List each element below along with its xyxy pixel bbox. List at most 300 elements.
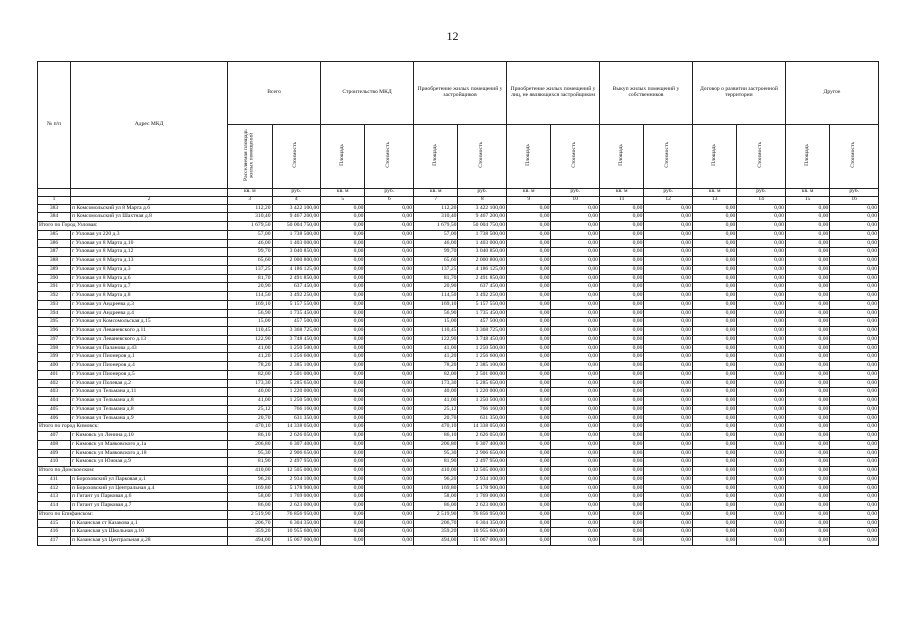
- developer-area-cell: 169,80: [414, 484, 458, 493]
- group-header-development-agreement: Договор о развитии застроенной территории: [692, 62, 785, 125]
- subtotal-row: [38, 423, 879, 432]
- total-area-cell: 81,90: [228, 458, 272, 467]
- zero-cost-cell: 0,00: [830, 335, 879, 344]
- subheader-text: Стоимость: [478, 142, 485, 168]
- developer-area-cell: 57,00: [414, 230, 458, 239]
- subtotal-label: Итого по Епифанском:: [38, 510, 228, 519]
- zero-area-cell: 0,00: [599, 388, 643, 397]
- total-area-cell: 1 679,50: [228, 222, 272, 231]
- developer-area-cell: 58,00: [414, 493, 458, 502]
- row-number: 386: [38, 239, 71, 248]
- construction-cost-cell: 0,00: [365, 537, 414, 546]
- row-number: 411: [38, 475, 71, 484]
- construction-cost-cell: 0,00: [365, 405, 414, 414]
- construction-cost-cell: 0,00: [365, 467, 414, 476]
- total-area-cell: 96,20: [228, 475, 272, 484]
- zero-cost-cell: 0,00: [551, 397, 600, 406]
- zero-area-cell: 0,00: [692, 379, 736, 388]
- address-cell: г Узловая ул Пионеров д.5: [71, 370, 228, 379]
- developer-cost-cell: 2 623 000,00: [458, 502, 507, 511]
- zero-area-cell: 0,00: [507, 265, 551, 274]
- zero-area-cell: 0,00: [599, 335, 643, 344]
- zero-cost-cell: 0,00: [551, 405, 600, 414]
- address-cell: г Узловая ул Полевая д.2: [71, 379, 228, 388]
- developer-cost-cell: 1 220 000,00: [458, 388, 507, 397]
- zero-cost-cell: 0,00: [737, 519, 786, 528]
- developer-area-cell: 56,90: [414, 309, 458, 318]
- developer-cost-cell: 4 186 125,00: [458, 265, 507, 274]
- construction-area-cell: 0,00: [321, 370, 365, 379]
- developer-area-cell: 15,00: [414, 318, 458, 327]
- total-area-cell: 137,25: [228, 265, 272, 274]
- zero-area-cell: 0,00: [785, 440, 829, 449]
- address-cell: г Узловая ул Леваневского д.11: [71, 327, 228, 336]
- row-number: 395: [38, 318, 71, 327]
- zero-cost-cell: 0,00: [737, 265, 786, 274]
- construction-cost-cell: 0,00: [365, 239, 414, 248]
- construction-area-cell: 0,00: [321, 248, 365, 257]
- zero-area-cell: 0,00: [507, 344, 551, 353]
- subheader-cost: [830, 125, 879, 189]
- column-index: 10: [551, 196, 600, 204]
- zero-cost-cell: 0,00: [830, 327, 879, 336]
- zero-area-cell: 0,00: [599, 379, 643, 388]
- zero-area-cell: 0,00: [785, 362, 829, 371]
- row-number: 396: [38, 327, 71, 336]
- zero-area-cell: 0,00: [692, 335, 736, 344]
- subtotal-row: [38, 467, 879, 476]
- total-cost-cell: 15 067 000,00: [272, 537, 321, 546]
- total-cost-cell: 631 350,00: [272, 414, 321, 423]
- unit-cost: руб.: [365, 188, 414, 196]
- address-cell: г Узловая ул 220 д.3: [71, 230, 228, 239]
- zero-area-cell: 0,00: [599, 405, 643, 414]
- group-header-purchase-developers: Приобретение жилых помещений у застройщиков: [414, 62, 507, 125]
- zero-cost-cell: 0,00: [737, 274, 786, 283]
- table-row: [38, 397, 879, 406]
- zero-cost-cell: 0,00: [644, 537, 693, 546]
- total-area-cell: 20,90: [228, 283, 272, 292]
- zero-cost-cell: 0,00: [737, 510, 786, 519]
- address-cell: г Узловая ул Комсомольская д.15: [71, 318, 228, 327]
- zero-area-cell: 0,00: [692, 362, 736, 371]
- construction-cost-cell: 0,00: [365, 484, 414, 493]
- developer-cost-cell: 12 505 000,00: [458, 467, 507, 476]
- zero-area-cell: 0,00: [599, 204, 643, 213]
- zero-cost-cell: 0,00: [551, 265, 600, 274]
- construction-area-cell: 0,00: [321, 309, 365, 318]
- total-cost-cell: 637 450,00: [272, 283, 321, 292]
- zero-cost-cell: 0,00: [830, 318, 879, 327]
- developer-cost-cell: 2 491 850,00: [458, 274, 507, 283]
- zero-cost-cell: 0,00: [737, 335, 786, 344]
- zero-area-cell: 0,00: [507, 537, 551, 546]
- construction-cost-cell: 0,00: [365, 335, 414, 344]
- developer-area-cell: 40,00: [414, 388, 458, 397]
- total-area-cell: 169,10: [228, 300, 272, 309]
- zero-cost-cell: 0,00: [737, 300, 786, 309]
- zero-cost-cell: 0,00: [830, 213, 879, 222]
- zero-cost-cell: 0,00: [737, 388, 786, 397]
- group-header-construction: Строительство МКД: [321, 62, 414, 125]
- table-row: [38, 353, 879, 362]
- table-row: [38, 265, 879, 274]
- zero-area-cell: 0,00: [785, 335, 829, 344]
- zero-cost-cell: 0,00: [644, 414, 693, 423]
- total-area-cell: 470,10: [228, 423, 272, 432]
- total-cost-cell: 4 186 125,00: [272, 265, 321, 274]
- zero-area-cell: 0,00: [599, 467, 643, 476]
- group-header-total: Всего: [228, 62, 321, 125]
- total-cost-cell: 3 040 850,00: [272, 248, 321, 257]
- developer-area-cell: 20,90: [414, 283, 458, 292]
- row-number: 388: [38, 257, 71, 266]
- developer-area-cell: 206,70: [414, 519, 458, 528]
- row-number: 402: [38, 379, 71, 388]
- zero-area-cell: 0,00: [599, 362, 643, 371]
- zero-area-cell: 0,00: [692, 405, 736, 414]
- zero-area-cell: 0,00: [692, 318, 736, 327]
- unit-area: кв. м: [228, 188, 272, 196]
- column-index: 15: [785, 196, 829, 204]
- header-num: № п/п: [38, 62, 71, 189]
- zero-area-cell: 0,00: [785, 370, 829, 379]
- total-cost-cell: 1 769 000,00: [272, 493, 321, 502]
- total-cost-cell: 10 955 600,00: [272, 528, 321, 537]
- developer-area-cell: 359,20: [414, 528, 458, 537]
- developer-cost-cell: 6 307 400,00: [458, 440, 507, 449]
- construction-cost-cell: 0,00: [365, 423, 414, 432]
- unit-area: кв. м: [785, 188, 829, 196]
- zero-cost-cell: 0,00: [737, 405, 786, 414]
- zero-area-cell: 0,00: [599, 318, 643, 327]
- zero-cost-cell: 0,00: [551, 309, 600, 318]
- zero-area-cell: 0,00: [785, 405, 829, 414]
- zero-area-cell: 0,00: [785, 423, 829, 432]
- zero-cost-cell: 0,00: [830, 458, 879, 467]
- table-row: [38, 335, 879, 344]
- zero-area-cell: 0,00: [785, 318, 829, 327]
- zero-cost-cell: 0,00: [737, 449, 786, 458]
- subtotal-label: Итого по Город Узловая:: [38, 222, 228, 231]
- table-row: [38, 309, 879, 318]
- zero-cost-cell: 0,00: [551, 318, 600, 327]
- zero-area-cell: 0,00: [692, 467, 736, 476]
- total-area-cell: 206,80: [228, 440, 272, 449]
- zero-area-cell: 0,00: [599, 493, 643, 502]
- developer-cost-cell: 2 385 100,00: [458, 362, 507, 371]
- row-number: 397: [38, 335, 71, 344]
- subtotal-row: [38, 510, 879, 519]
- address-cell: г Узловая ул Леваневского д.13: [71, 335, 228, 344]
- developer-cost-cell: 15 067 000,00: [458, 537, 507, 546]
- developer-area-cell: 206,80: [414, 440, 458, 449]
- total-cost-cell: 5 157 550,00: [272, 300, 321, 309]
- zero-cost-cell: 0,00: [644, 257, 693, 266]
- total-cost-cell: 1 735 450,00: [272, 309, 321, 318]
- row-number: 412: [38, 484, 71, 493]
- total-cost-cell: 5 178 900,00: [272, 484, 321, 493]
- row-number: 407: [38, 432, 71, 441]
- construction-cost-cell: 0,00: [365, 318, 414, 327]
- developer-cost-cell: 2 626 050,00: [458, 432, 507, 441]
- zero-cost-cell: 0,00: [737, 353, 786, 362]
- row-number: 390: [38, 274, 71, 283]
- zero-area-cell: 0,00: [785, 467, 829, 476]
- developer-cost-cell: 3 422 100,00: [458, 204, 507, 213]
- total-area-cell: 99,70: [228, 248, 272, 257]
- zero-cost-cell: 0,00: [644, 528, 693, 537]
- zero-area-cell: 0,00: [785, 537, 829, 546]
- zero-area-cell: 0,00: [785, 388, 829, 397]
- developer-cost-cell: 5 157 550,00: [458, 300, 507, 309]
- table-row: [38, 388, 879, 397]
- address-cell: г Кимовск ул Ленина д.10: [71, 432, 228, 441]
- zero-cost-cell: 0,00: [737, 257, 786, 266]
- zero-area-cell: 0,00: [692, 493, 736, 502]
- zero-area-cell: 0,00: [785, 230, 829, 239]
- zero-area-cell: 0,00: [507, 449, 551, 458]
- zero-cost-cell: 0,00: [830, 379, 879, 388]
- total-cost-cell: 2 385 100,00: [272, 362, 321, 371]
- zero-cost-cell: 0,00: [551, 467, 600, 476]
- zero-area-cell: 0,00: [785, 327, 829, 336]
- construction-area-cell: 0,00: [321, 379, 365, 388]
- zero-area-cell: 0,00: [785, 300, 829, 309]
- construction-cost-cell: 0,00: [365, 362, 414, 371]
- table-row: [38, 449, 879, 458]
- construction-area-cell: 0,00: [321, 510, 365, 519]
- developer-cost-cell: 631 350,00: [458, 414, 507, 423]
- zero-area-cell: 0,00: [599, 274, 643, 283]
- subheader-text: Стоимость: [664, 142, 671, 168]
- row-number: 398: [38, 344, 71, 353]
- developer-cost-cell: 3 368 725,00: [458, 327, 507, 336]
- subtotal-label: Итого по город Кимовск:: [38, 423, 228, 432]
- zero-cost-cell: 0,00: [644, 458, 693, 467]
- table-row: [38, 300, 879, 309]
- table-row: [38, 230, 879, 239]
- total-area-cell: 310,40: [228, 213, 272, 222]
- developer-area-cell: 86,00: [414, 502, 458, 511]
- zero-cost-cell: 0,00: [737, 204, 786, 213]
- zero-area-cell: 0,00: [692, 204, 736, 213]
- unit-empty: [38, 188, 71, 196]
- zero-area-cell: 0,00: [507, 327, 551, 336]
- developer-area-cell: 137,25: [414, 265, 458, 274]
- address-cell: г Узловая ул Андреева д.3: [71, 300, 228, 309]
- developer-cost-cell: 9 467 200,00: [458, 213, 507, 222]
- zero-cost-cell: 0,00: [551, 537, 600, 546]
- zero-area-cell: 0,00: [599, 502, 643, 511]
- construction-area-cell: 0,00: [321, 502, 365, 511]
- total-area-cell: 40,00: [228, 388, 272, 397]
- zero-area-cell: 0,00: [507, 397, 551, 406]
- total-area-cell: 57,00: [228, 230, 272, 239]
- subheader-cost: [272, 125, 321, 189]
- zero-cost-cell: 0,00: [644, 397, 693, 406]
- construction-cost-cell: 0,00: [365, 265, 414, 274]
- developer-cost-cell: 3 040 850,00: [458, 248, 507, 257]
- zero-area-cell: 0,00: [785, 379, 829, 388]
- row-number: 394: [38, 309, 71, 318]
- table-row: [38, 213, 879, 222]
- construction-cost-cell: 0,00: [365, 388, 414, 397]
- zero-cost-cell: 0,00: [830, 528, 879, 537]
- table-row: [38, 432, 879, 441]
- zero-cost-cell: 0,00: [737, 484, 786, 493]
- zero-cost-cell: 0,00: [830, 222, 879, 231]
- zero-cost-cell: 0,00: [830, 449, 879, 458]
- zero-area-cell: 0,00: [507, 423, 551, 432]
- developer-cost-cell: 6 304 350,00: [458, 519, 507, 528]
- zero-area-cell: 0,00: [599, 484, 643, 493]
- total-area-cell: 65,60: [228, 257, 272, 266]
- zero-cost-cell: 0,00: [551, 222, 600, 231]
- zero-cost-cell: 0,00: [551, 248, 600, 257]
- total-cost-cell: 3 422 100,00: [272, 204, 321, 213]
- zero-cost-cell: 0,00: [551, 519, 600, 528]
- zero-area-cell: 0,00: [507, 283, 551, 292]
- construction-cost-cell: 0,00: [365, 309, 414, 318]
- zero-cost-cell: 0,00: [737, 222, 786, 231]
- construction-area-cell: 0,00: [321, 300, 365, 309]
- group-header-other: Другое: [785, 62, 878, 125]
- developer-cost-cell: 1 735 450,00: [458, 309, 507, 318]
- row-number: 414: [38, 502, 71, 511]
- zero-area-cell: 0,00: [692, 370, 736, 379]
- zero-cost-cell: 0,00: [644, 370, 693, 379]
- zero-cost-cell: 0,00: [830, 502, 879, 511]
- total-cost-cell: 3 492 250,00: [272, 292, 321, 301]
- zero-area-cell: 0,00: [507, 370, 551, 379]
- zero-area-cell: 0,00: [692, 300, 736, 309]
- zero-cost-cell: 0,00: [737, 362, 786, 371]
- zero-cost-cell: 0,00: [830, 414, 879, 423]
- zero-area-cell: 0,00: [692, 458, 736, 467]
- developer-area-cell: 1 679,50: [414, 222, 458, 231]
- total-area-cell: 173,30: [228, 379, 272, 388]
- column-index: 9: [507, 196, 551, 204]
- zero-cost-cell: 0,00: [644, 230, 693, 239]
- row-number: 408: [38, 440, 71, 449]
- total-cost-cell: 1 403 000,00: [272, 239, 321, 248]
- total-area-cell: 25,12: [228, 405, 272, 414]
- developer-area-cell: 96,20: [414, 475, 458, 484]
- zero-cost-cell: 0,00: [737, 440, 786, 449]
- table-row: [38, 318, 879, 327]
- zero-area-cell: 0,00: [507, 388, 551, 397]
- construction-area-cell: 0,00: [321, 405, 365, 414]
- zero-area-cell: 0,00: [785, 493, 829, 502]
- total-area-cell: 359,20: [228, 528, 272, 537]
- zero-cost-cell: 0,00: [737, 528, 786, 537]
- column-index: 11: [599, 196, 643, 204]
- address-cell: п Гигант ул Парковая д.7: [71, 502, 228, 511]
- construction-area-cell: 0,00: [321, 230, 365, 239]
- row-number: 403: [38, 388, 71, 397]
- total-area-cell: 2 519,90: [228, 510, 272, 519]
- total-area-cell: 15,00: [228, 318, 272, 327]
- row-number: 387: [38, 248, 71, 257]
- zero-area-cell: 0,00: [599, 309, 643, 318]
- unit-cost: руб.: [830, 188, 879, 196]
- row-number: 417: [38, 537, 71, 546]
- zero-area-cell: 0,00: [785, 502, 829, 511]
- zero-cost-cell: 0,00: [644, 335, 693, 344]
- zero-cost-cell: 0,00: [644, 222, 693, 231]
- total-area-cell: 46,00: [228, 239, 272, 248]
- table-row: [38, 274, 879, 283]
- row-number: 416: [38, 528, 71, 537]
- construction-area-cell: 0,00: [321, 467, 365, 476]
- table-row: [38, 292, 879, 301]
- zero-cost-cell: 0,00: [737, 475, 786, 484]
- zero-area-cell: 0,00: [507, 528, 551, 537]
- zero-area-cell: 0,00: [599, 353, 643, 362]
- table-row: [38, 283, 879, 292]
- total-cost-cell: 9 467 200,00: [272, 213, 321, 222]
- zero-cost-cell: 0,00: [644, 274, 693, 283]
- subheader-text: Площадь: [710, 144, 717, 166]
- developer-cost-cell: 50 004 750,00: [458, 222, 507, 231]
- construction-cost-cell: 0,00: [365, 292, 414, 301]
- zero-area-cell: 0,00: [692, 327, 736, 336]
- zero-cost-cell: 0,00: [644, 502, 693, 511]
- zero-area-cell: 0,00: [692, 222, 736, 231]
- construction-area-cell: 0,00: [321, 274, 365, 283]
- total-cost-cell: 1 250 500,00: [272, 397, 321, 406]
- total-area-cell: 86,10: [228, 432, 272, 441]
- zero-cost-cell: 0,00: [551, 327, 600, 336]
- developer-cost-cell: 1 738 500,00: [458, 230, 507, 239]
- construction-cost-cell: 0,00: [365, 213, 414, 222]
- table-row: [38, 519, 879, 528]
- zero-area-cell: 0,00: [692, 528, 736, 537]
- zero-area-cell: 0,00: [692, 283, 736, 292]
- zero-cost-cell: 0,00: [644, 423, 693, 432]
- zero-cost-cell: 0,00: [551, 274, 600, 283]
- table-row: [38, 493, 879, 502]
- zero-cost-cell: 0,00: [644, 204, 693, 213]
- address-cell: г Узловая ул 8 Марта д.7: [71, 283, 228, 292]
- construction-cost-cell: 0,00: [365, 353, 414, 362]
- row-number: 391: [38, 283, 71, 292]
- subheader-text: Расселяемая площадь жилых помещений: [243, 129, 255, 181]
- zero-cost-cell: 0,00: [830, 204, 879, 213]
- subheader-text: Площадь: [803, 144, 810, 166]
- developer-cost-cell: 2 497 950,00: [458, 458, 507, 467]
- zero-cost-cell: 0,00: [737, 309, 786, 318]
- developer-cost-cell: 2 000 800,00: [458, 257, 507, 266]
- total-cost-cell: 2 906 650,00: [272, 449, 321, 458]
- zero-cost-cell: 0,00: [551, 493, 600, 502]
- total-cost-cell: 2 623 000,00: [272, 502, 321, 511]
- zero-area-cell: 0,00: [692, 309, 736, 318]
- developer-area-cell: 82,00: [414, 370, 458, 379]
- developer-cost-cell: 3 748 450,00: [458, 335, 507, 344]
- column-index: 2: [71, 196, 228, 204]
- zero-area-cell: 0,00: [507, 204, 551, 213]
- table-row: [38, 405, 879, 414]
- row-number: 405: [38, 405, 71, 414]
- zero-area-cell: 0,00: [507, 475, 551, 484]
- zero-cost-cell: 0,00: [830, 300, 879, 309]
- unit-area: кв. м: [321, 188, 365, 196]
- zero-area-cell: 0,00: [692, 353, 736, 362]
- zero-cost-cell: 0,00: [830, 309, 879, 318]
- zero-cost-cell: 0,00: [644, 519, 693, 528]
